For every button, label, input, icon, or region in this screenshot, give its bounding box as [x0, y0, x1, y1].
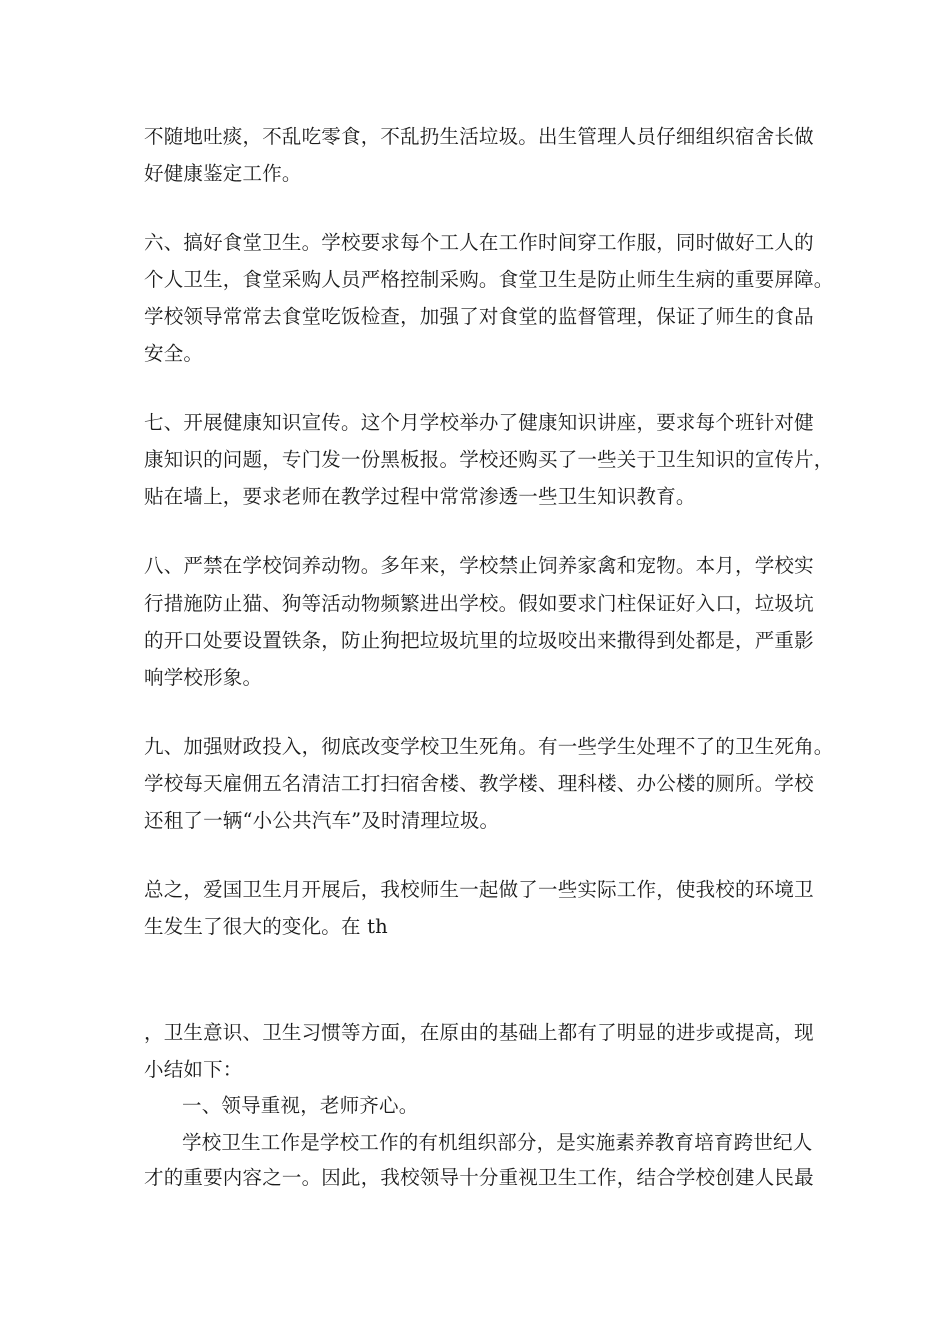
- text-line: ，卫生意识、卫生习惯等方面，在原由的基础上都有了明显的进步或提高，现: [144, 1021, 814, 1044]
- text-line: 康知识的问题，专门发一份黑板报。学校还购买了一些关于卫生知识的宣传片，: [144, 448, 834, 471]
- text-line: 学校领导常常去食堂吃饭检查，加强了对食堂的监督管理，保证了师生的食品: [144, 305, 814, 328]
- text-line: 才的重要内容之一。因此，我校领导十分重视卫生工作，结合学校创建人民最: [144, 1166, 814, 1189]
- text-line: 贴在墙上，要求老师在教学过程中常常渗透一些卫生知识教育。: [144, 485, 696, 508]
- text-line: 响学校形象。: [144, 666, 263, 689]
- text-line: 七、开展健康知识宣传。这个月学校举办了健康知识讲座，要求每个班针对健: [144, 411, 814, 434]
- text-line: 不随地吐痰，不乱吃零食，不乱扔生活垃圾。出生管理人员仔细组织宿舍长做: [144, 125, 814, 148]
- text-line: 个人卫生，食堂采购人员严格控制采购。食堂卫生是防止师生生病的重要屏障。: [144, 268, 834, 291]
- text-line: 好健康鉴定工作。: [144, 162, 302, 185]
- text-line: 八、严禁在学校饲养动物。多年来，学校禁止饲养家禽和宠物。本月，学校实: [144, 554, 814, 577]
- text-line: 六、搞好食堂卫生。学校要求每个工人在工作时间穿工作服，同时做好工人的: [144, 231, 814, 254]
- text-line: 小结如下：: [144, 1058, 243, 1081]
- text-line: 学校每天雇佣五名清洁工打扫宿舍楼、教学楼、理科楼、办公楼的厕所。学校: [144, 772, 814, 795]
- text-line: 总之，爱国卫生月开展后，我校师生一起做了一些实际工作，使我校的环境卫: [144, 878, 814, 901]
- section-heading: 一、领导重视，老师齐心。: [182, 1094, 419, 1117]
- text-line: 行措施防止猫、狗等活动物频繁进出学校。假如要求门柱保证好入口，垃圾坑: [144, 592, 814, 615]
- text-line: 的开口处要设置铁条，防止狗把垃圾坑里的垃圾咬出来撒得到处都是，严重影: [144, 629, 814, 652]
- text-line: 九、加强财政投入，彻底改变学校卫生死角。有一些学生处理不了的卫生死角。: [144, 735, 834, 758]
- text-line: 生发生了很大的变化。在 th: [144, 915, 388, 938]
- text-line: 还租了一辆“小公共汽车”及时清理垃圾。: [144, 809, 500, 832]
- text-line: 学校卫生工作是学校工作的有机组织部分，是实施素养教育培育跨世纪人: [182, 1131, 813, 1154]
- text-line: 安全。: [144, 342, 204, 365]
